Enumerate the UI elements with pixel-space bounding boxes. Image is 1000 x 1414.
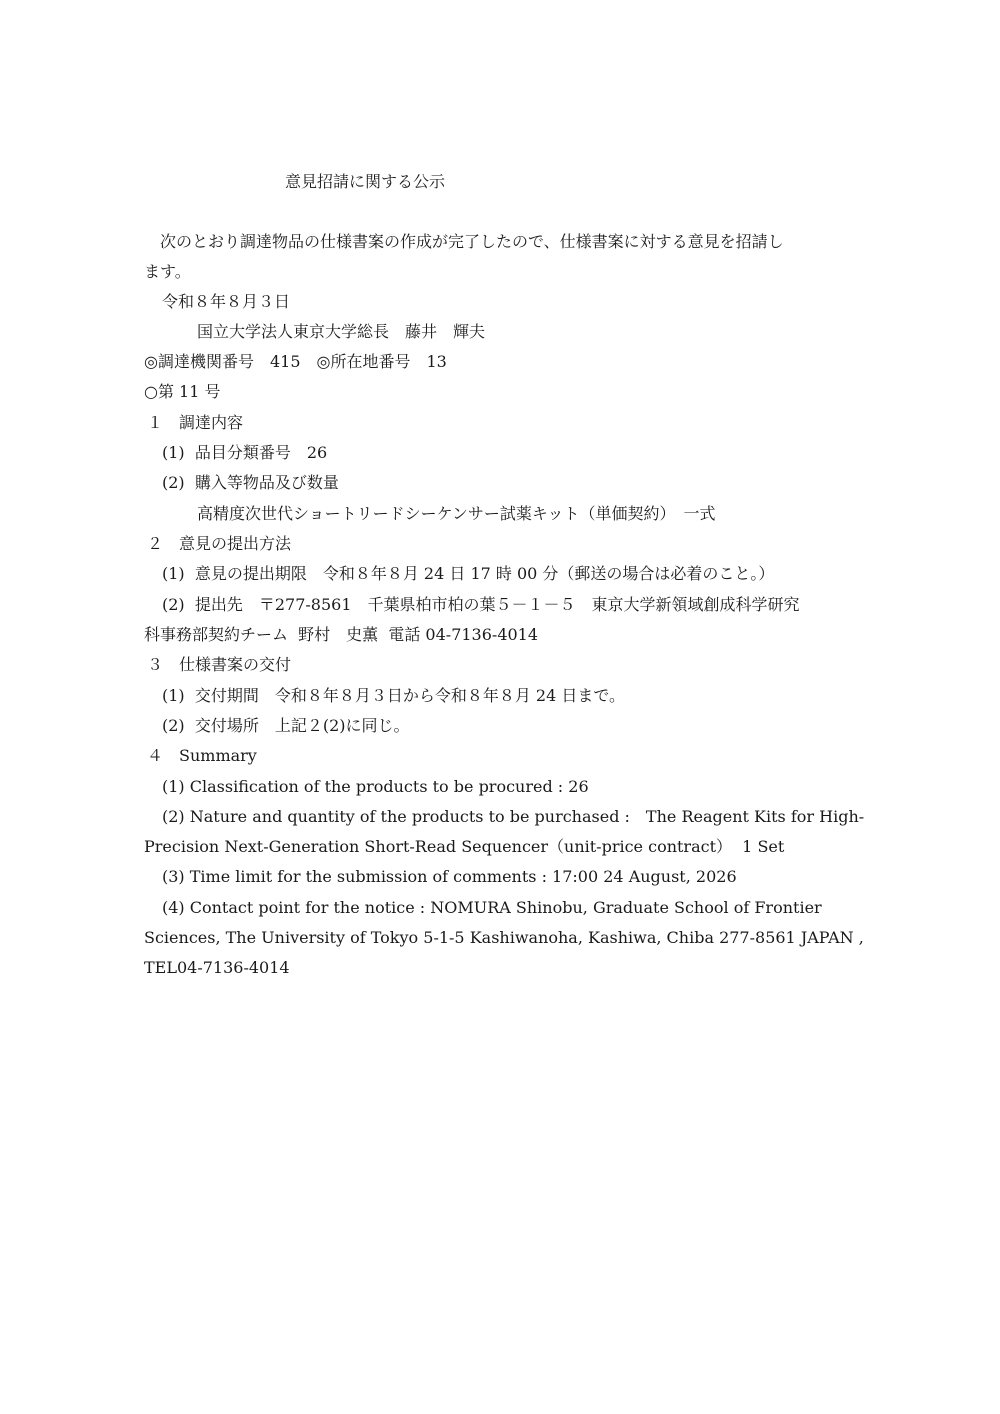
section-4-item-2-line-1: (2) Nature and quantity of the products to be purchased : The Reagent Kits for High- bbox=[162, 807, 865, 826]
section-4-item-2-line-2: Precision Next-Generation Short-Read Sequencer（unit-price contract） 1 Set bbox=[144, 837, 785, 856]
section-2-item-2-line-2: 科事務部契約チーム 野村 史薫 電話 04-7136-4014 bbox=[144, 625, 539, 644]
section-4-item-1: (1) Classification of the products to be procured : 26 bbox=[162, 777, 589, 796]
section-1-item-2: (2) 購入等物品及び数量 bbox=[162, 473, 339, 492]
document-title: 意見招請に関する公示 bbox=[285, 172, 446, 191]
section-3-item-1: (1) 交付期間 令和８年８月３日から令和８年８月 24 日まで。 bbox=[162, 686, 626, 705]
section-2-heading: ２ 意見の提出方法 bbox=[147, 534, 292, 553]
issuer-name: 国立大学法人東京大学総長 藤井 輝夫 bbox=[197, 322, 486, 341]
section-4-heading: ４ Summary bbox=[147, 746, 257, 765]
section-4-item-4-line-2: Sciences, The University of Tokyo 5-1-5 Kashiwanoha, Kashiwa, Chiba 277-8561 JAPAN , bbox=[144, 928, 864, 947]
section-3-item-2: (2) 交付場所 上記２(2)に同じ。 bbox=[162, 716, 410, 735]
section-2-item-2-line-1: (2) 提出先 〒277-8561 千葉県柏市柏の葉５－１－５ 東京大学新領域創成科学研究 bbox=[162, 595, 800, 614]
section-2-item-1: (1) 意見の提出期限 令和８年８月 24 日 17 時 00 分（郵送の場合は必着のこと。） bbox=[162, 564, 775, 583]
intro-text-line-1: 次のとおり調達物品の仕様書案の作成が完了したので、仕様書案に対する意見を招請し bbox=[144, 232, 784, 251]
section-1-item-2-detail: 高精度次世代ショートリードシーケンサー試薬キット（単価契約） 一式 bbox=[197, 504, 716, 523]
organization-numbers: ◎調達機関番号 415 ◎所在地番号 13 bbox=[144, 352, 447, 371]
section-4-item-4-line-3: TEL04-7136-4014 bbox=[144, 958, 290, 977]
notice-number: ○第 11 号 bbox=[144, 382, 221, 401]
section-4-item-3: (3) Time limit for the submission of comments : 17:00 24 August, 2026 bbox=[162, 867, 737, 886]
section-4-item-4-line-1: (4) Contact point for the notice : NOMURA Shinobu, Graduate School of Frontier bbox=[162, 898, 822, 917]
notice-date: 令和８年８月３日 bbox=[162, 292, 291, 311]
section-1-item-1: (1) 品目分類番号 26 bbox=[162, 443, 328, 462]
section-1-heading: １ 調達内容 bbox=[147, 413, 244, 432]
intro-text-line-2: ます。 bbox=[144, 262, 191, 281]
section-3-heading: ３ 仕様書案の交付 bbox=[147, 655, 292, 674]
